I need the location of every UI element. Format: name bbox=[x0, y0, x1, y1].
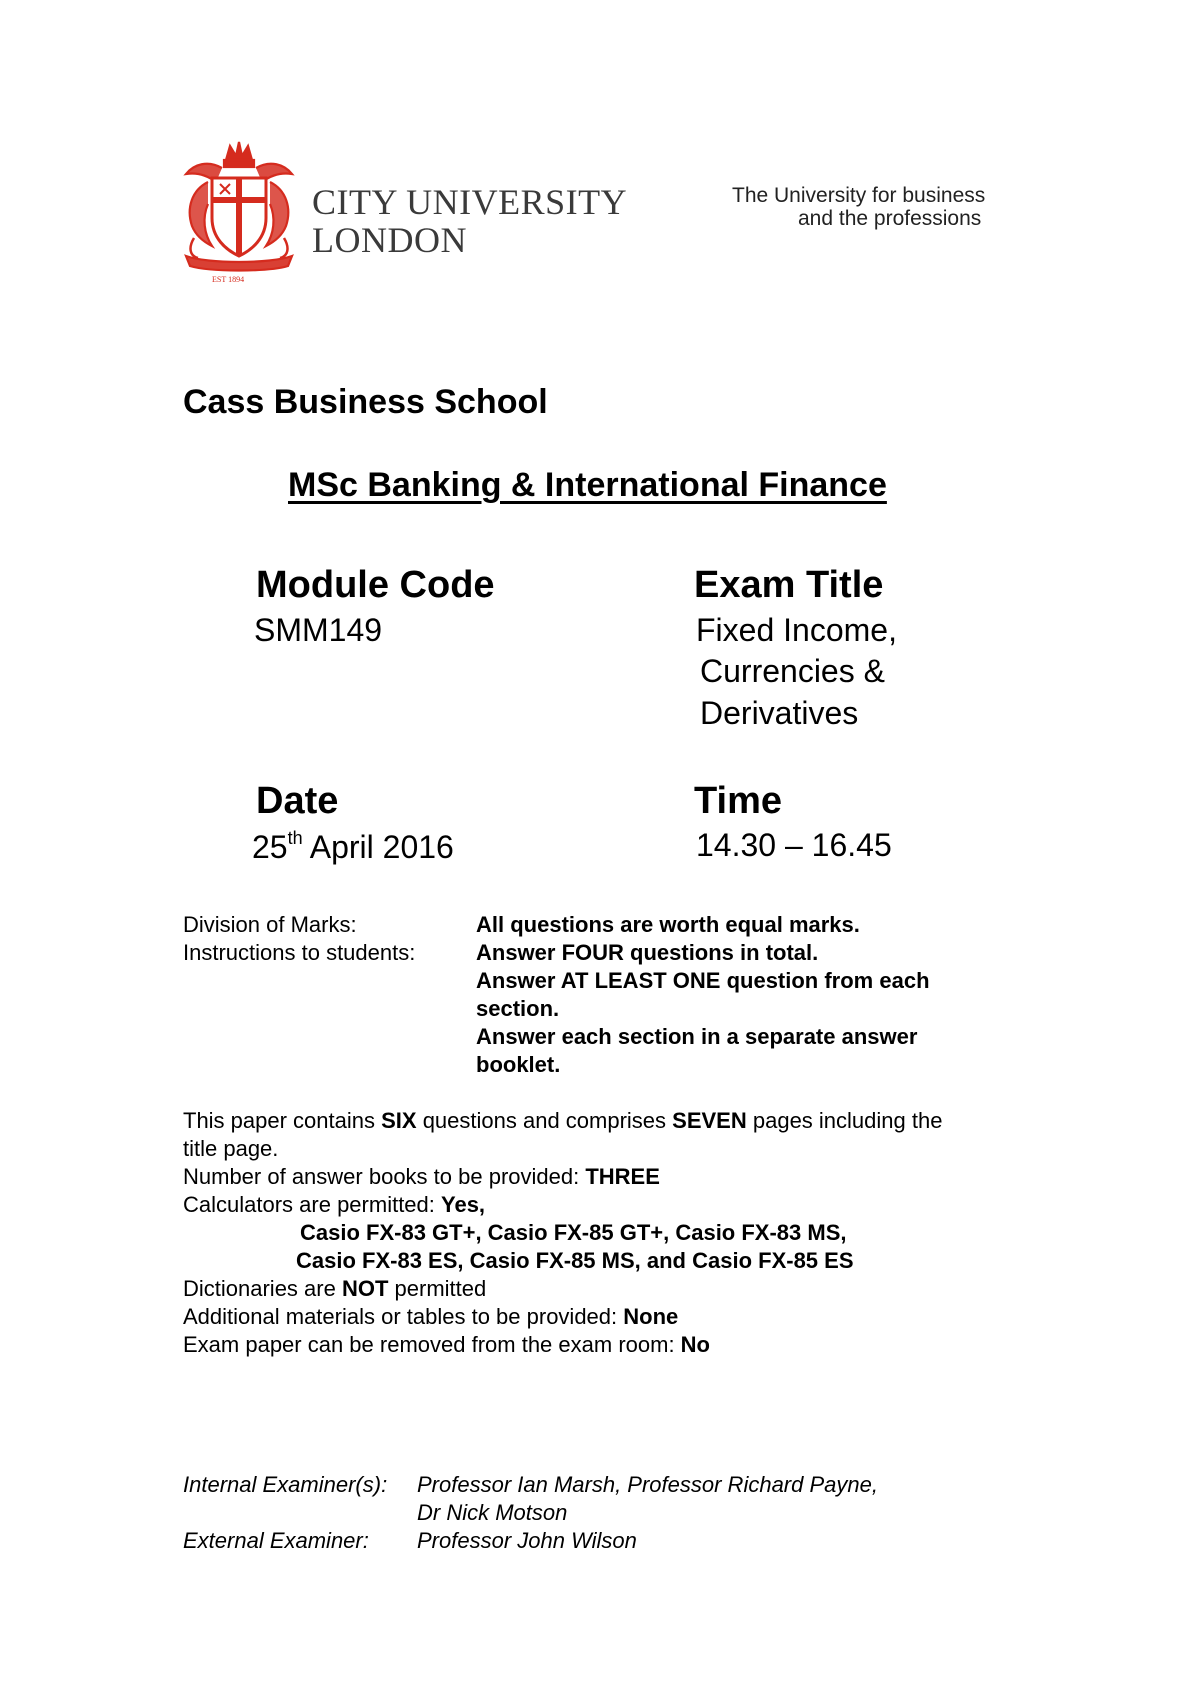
exam-title-line2: Currencies & bbox=[700, 653, 885, 689]
paper-removal-line: Exam paper can be removed from the exam room: No bbox=[183, 1332, 710, 1357]
tagline-line1: The University for business bbox=[732, 184, 986, 207]
city-university-crest-logo bbox=[178, 138, 300, 284]
additional-materials-line: Additional materials or tables to be provided: None bbox=[183, 1304, 679, 1329]
instructions-label: Instructions to students: bbox=[183, 940, 416, 965]
date-suffix: th bbox=[287, 828, 303, 848]
calculator-models-line1: Casio FX-83 GT+, Casio FX-85 GT+, Casio FX-83 MS, bbox=[300, 1220, 847, 1245]
date-day: 25 bbox=[252, 829, 288, 865]
exam-title-label: Exam Title bbox=[694, 564, 884, 606]
time-value: 14.30 – 16.45 bbox=[696, 827, 892, 863]
tagline-line2: and the professions bbox=[798, 207, 982, 230]
instruction-3: section. bbox=[476, 996, 560, 1021]
answer-books-line: Number of answer books to be provided: THREE bbox=[183, 1164, 660, 1189]
instruction-1: Answer FOUR questions in total. bbox=[476, 940, 819, 965]
paper-contents-line2: title page. bbox=[183, 1136, 279, 1161]
instruction-2: Answer AT LEAST ONE question from each bbox=[476, 968, 930, 993]
date-value bbox=[252, 829, 454, 863]
university-name-line1: CITY UNIVERSITY bbox=[312, 182, 628, 222]
module-code-label: Module Code bbox=[256, 564, 495, 606]
programme-title: MSc Banking & International Finance bbox=[288, 466, 887, 504]
internal-examiner-names-2: Dr Nick Motson bbox=[417, 1500, 568, 1525]
marks-value: All questions are worth equal marks. bbox=[476, 912, 860, 937]
exam-title-line3: Derivatives bbox=[700, 695, 859, 731]
external-examiner-name: Professor John Wilson bbox=[417, 1528, 637, 1553]
time-label: Time bbox=[694, 780, 783, 822]
exam-title-line1: Fixed Income, bbox=[696, 612, 897, 648]
internal-examiner-label: Internal Examiner(s): bbox=[183, 1472, 388, 1497]
date-month-year: April 2016 bbox=[302, 829, 454, 865]
crest-est-text: EST 1894 bbox=[212, 275, 245, 284]
calculators-line: Calculators are permitted: Yes, bbox=[183, 1192, 486, 1217]
module-code-value: SMM149 bbox=[254, 612, 383, 648]
date-label: Date bbox=[256, 780, 339, 822]
instruction-5: booklet. bbox=[476, 1052, 561, 1077]
instruction-4: Answer each section in a separate answer bbox=[476, 1024, 918, 1049]
marks-label: Division of Marks: bbox=[183, 912, 357, 937]
internal-examiner-names-1: Professor Ian Marsh, Professor Richard Payne, bbox=[417, 1472, 878, 1497]
paper-contents-line1: This paper contains SIX questions and comprises SEVEN pages including the bbox=[183, 1108, 943, 1133]
dictionaries-line: Dictionaries are NOT permitted bbox=[183, 1276, 487, 1301]
school-name: Cass Business School bbox=[183, 383, 548, 421]
external-examiner-label: External Examiner: bbox=[183, 1528, 369, 1553]
university-name-line2: LONDON bbox=[312, 220, 467, 260]
calculator-models-line2: Casio FX-83 ES, Casio FX-85 MS, and Casio FX-85 ES bbox=[296, 1248, 854, 1273]
